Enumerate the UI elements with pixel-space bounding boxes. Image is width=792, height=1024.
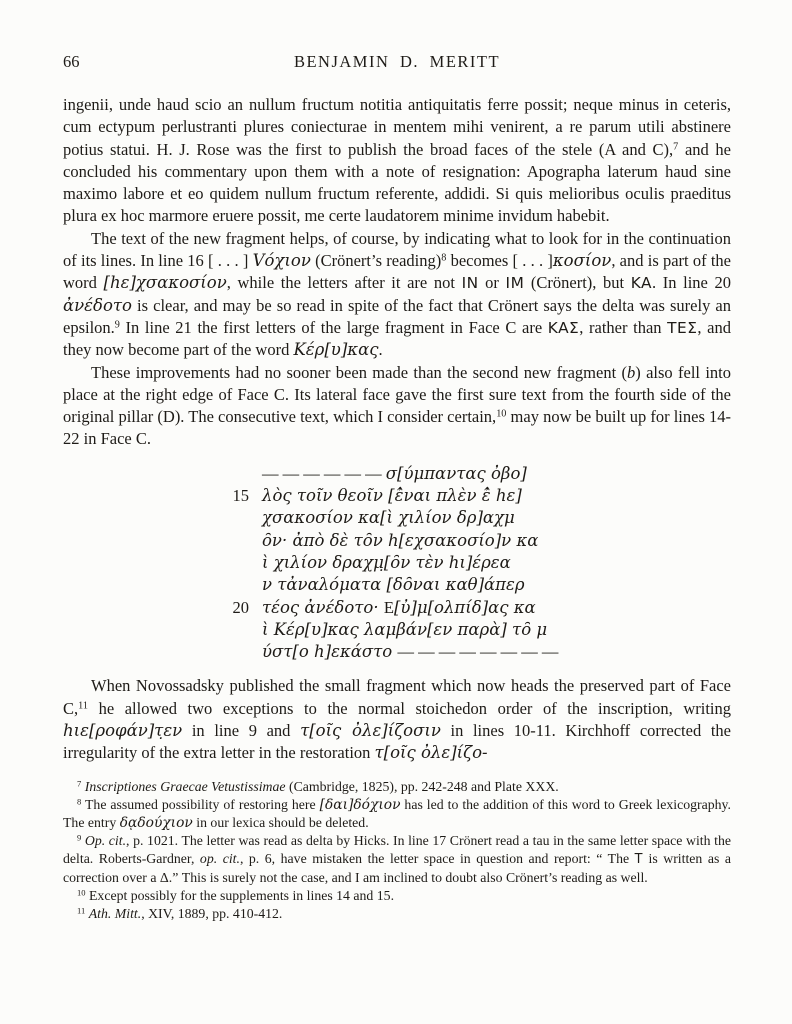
text-segment: τ[οῖς ὀλε]ίζοσιν (300, 721, 441, 741)
text-segment: and he concluded his commentary upon them with a note of resignation: Apographa laterum haud sine maximo labore et eo quidem nullum fructum referente, addidi. Si quis melioribus oculis praeditus plura ex hoc marmore eruere possit, me certe laudatorem minime invidum habebit. (63, 139, 731, 226)
text-segment: Vόχιον (252, 251, 311, 271)
text-segment: 11 (78, 700, 88, 712)
text-segment: Κέρ[υ]κας (293, 340, 379, 360)
text-segment: , while the letters after it are not (226, 273, 462, 293)
text-segment: is written as a correction over a Δ.” This is surely not the case, and I am inclined to doubt also Crönert’s reading as well. (63, 850, 731, 886)
text-segment: hιε[ροφάν]τ̣εν (63, 721, 183, 741)
text-segment: 9 (114, 319, 120, 331)
text-segment: 7 (673, 140, 679, 152)
greek-line-number (213, 574, 249, 596)
footnotes-section (63, 778, 731, 924)
greek-line-text (262, 597, 731, 619)
text-segment: ν τἀναλόματα [δο̑ναι καθ]άπερ (262, 575, 525, 595)
text-segment: [hε]χσακοσίον (103, 273, 227, 293)
greek-line (213, 463, 731, 485)
text-segment: 8 (77, 796, 82, 806)
text-segment: ὶ χιλίον δραχμ̣[ο̑ν τὲν hι]έρεα (262, 552, 511, 572)
paragraph-novossadsky (63, 675, 731, 764)
text-segment: KA (630, 274, 653, 293)
greek-line-number (213, 619, 249, 641)
text-segment: These improvements had no sooner been made than the second new fragment ( (91, 362, 627, 382)
text-segment: Except possibly for the supplements in lines 14 and 15. (85, 888, 395, 904)
text-segment: in line 9 and (182, 721, 301, 741)
text-segment: (Cambridge, 1825), pp. 242-248 and Plate XXX. (285, 778, 559, 794)
paragraph-latin-quotation (63, 94, 731, 228)
footnote-11 (63, 905, 731, 923)
text-segment: The assumed possibility of restoring here (81, 796, 320, 812)
text-segment: ὶ Κέρ[υ]κας λαμβάν[εν παρὰ] το̑ μ (262, 619, 548, 639)
text-segment: 8 (441, 252, 447, 264)
text-segment: 10 (77, 887, 86, 898)
text-segment: he allowed two exceptions to the normal stoichedon order of the inscription, writing (87, 698, 731, 718)
greek-line-text (262, 619, 731, 641)
text-segment: IM (505, 274, 525, 293)
text-segment: χσακοσίον κα[ὶ χιλίον δρ]αχμ (262, 508, 515, 528)
text-segment: [ὐ]μ[ολπίδ]ας κα (393, 597, 536, 617)
text-segment: ο̑ν· ἀπὸ δὲ το̑ν h[εχσακοσίο]ν κα (262, 530, 539, 550)
greek-line-number: 20 (232, 597, 249, 617)
greek-line-text (262, 507, 731, 529)
running-head: BENJAMIN D. MERITT (293, 52, 501, 71)
text-segment: , p. 6, have mistaken the letter space in question and report: “ The (239, 850, 635, 866)
greek-line-number (213, 507, 249, 529)
text-segment: , XIV, 1889, pp. 410-412. (141, 906, 283, 922)
text-segment: , and they now become part of the word (63, 317, 731, 360)
text-segment: In line 21 the first letters of the large fragment in Face C are (119, 317, 548, 337)
text-segment: When Novossadsky published the small fragment which now heads the preserved part of Face C, (63, 676, 731, 718)
page-number: 66 (63, 52, 80, 71)
text-segment: The text of the new fragment helps, of course, by indicating what to look for in the continuation of its lines. In line 16 [ . . . ] (63, 228, 731, 271)
paragraph-new-fragment (63, 228, 731, 362)
greek-line (213, 507, 731, 529)
greek-line (213, 530, 731, 552)
greek-line-text (262, 552, 731, 574)
text-segment: Ε (383, 597, 394, 617)
greek-line-number: 15 (232, 486, 249, 506)
text-segment: IN (461, 274, 479, 293)
text-segment: 11 (77, 905, 86, 916)
text-segment: 7 (77, 777, 82, 788)
text-segment: ) also fell into place at the right edge of Face C. Its lateral face gave the first sure text from the fourth side of the original pillar (D). The consecutive text, which I consider certain, (63, 362, 731, 427)
text-segment: σ[ύμπαντας ὀβο] (385, 463, 527, 483)
text-segment: — — — — — — (262, 463, 386, 483)
greek-line (213, 552, 731, 574)
greek-text-block (213, 463, 731, 664)
text-segment: 9 (77, 832, 82, 843)
text-segment: T (634, 851, 643, 867)
text-segment: in lines 10-11. Kirchhoff corrected the irregularity of the extra letter in the restoration (63, 721, 731, 763)
greek-line-number (213, 530, 249, 552)
greek-line-text (262, 485, 731, 507)
greek-line-number (213, 552, 249, 574)
greek-line-text (262, 530, 731, 552)
text-segment: τ[οῖς ὀλε]ίζο- (374, 743, 488, 763)
greek-line-number (213, 641, 249, 663)
greek-line-text (262, 641, 731, 663)
text-segment: (Crönert), but (524, 273, 631, 293)
text-segment: , p. 1021. The letter was read as delta by Hicks. In line 17 Crönert read a tau in the same letter space with the delta. Roberts-Gardner, (63, 832, 731, 866)
body-text (63, 94, 731, 765)
greek-line-text (262, 463, 731, 485)
text-segment: is clear, and may be so read in spite of the fact that Crönert says the delta was surely an epsilon. (63, 295, 731, 337)
text-segment: τέος ἀνέδοτο· (262, 597, 384, 617)
text-segment: . (378, 340, 383, 360)
text-segment: , rather than (579, 317, 668, 337)
greek-line (213, 641, 731, 663)
text-segment: [δαι]δόχιον (319, 796, 401, 813)
greek-line (213, 485, 731, 507)
text-segment: may now be built up for lines 14-22 in Face C. (63, 407, 732, 449)
text-segment: λὸς τοῖν θεοῖν [ἐ̑ναι πλὲν ἐ̑ hε] (262, 486, 522, 506)
footnote-8 (63, 796, 731, 832)
text-segment: κοσίον (552, 251, 612, 271)
text-segment: ύστ[ο h]εκάστο (262, 642, 398, 662)
text-segment: op. cit. (199, 850, 240, 866)
text-segment: KAΣ (547, 318, 580, 337)
text-segment: δᾳδούχιον (119, 814, 193, 831)
text-segment: ΤΕΣ (667, 318, 698, 337)
text-segment: Op. cit. (84, 832, 127, 848)
greek-line (213, 619, 731, 641)
text-segment: Ath. Mitt. (88, 906, 142, 922)
text-segment: or (478, 273, 506, 293)
text-segment: , and is part of the word (63, 251, 732, 293)
greek-line-number (213, 463, 249, 485)
greek-line-text (262, 574, 731, 596)
footnote-7 (63, 778, 731, 796)
text-segment: ingenii, unde haud scio an nullum fructum notitia antiquitatis ferre possit; neque minus in ceteris, cum ectypum perlustranti plures coniecturae in mentem mihi venirent, a re parum utili abstinere potius statui. H. J. Rose was the first to publish the broad faces of the stele (A and C), (63, 95, 731, 159)
text-segment: Inscriptiones Graecae Vetustissimae (84, 778, 286, 794)
text-segment: becomes [ . . . ] (446, 251, 553, 271)
page-header (63, 52, 731, 76)
footnote-10 (63, 887, 731, 905)
footnote-9 (63, 832, 731, 887)
text-segment: b (627, 362, 636, 382)
text-segment: — — — — — — — — (397, 642, 559, 662)
text-segment: 10 (496, 408, 507, 420)
text-segment: . In line 20 (652, 273, 731, 293)
greek-line (213, 597, 731, 619)
text-segment: (Crönert’s reading) (310, 251, 442, 271)
text-segment: has led to the addition of this word to Greek lexicography. The entry (63, 796, 731, 830)
greek-line (213, 574, 731, 596)
paragraph-improvements (63, 362, 731, 451)
text-segment: ἀνέδοτο (63, 295, 132, 315)
text-segment: in our lexica should be deleted. (192, 814, 369, 830)
